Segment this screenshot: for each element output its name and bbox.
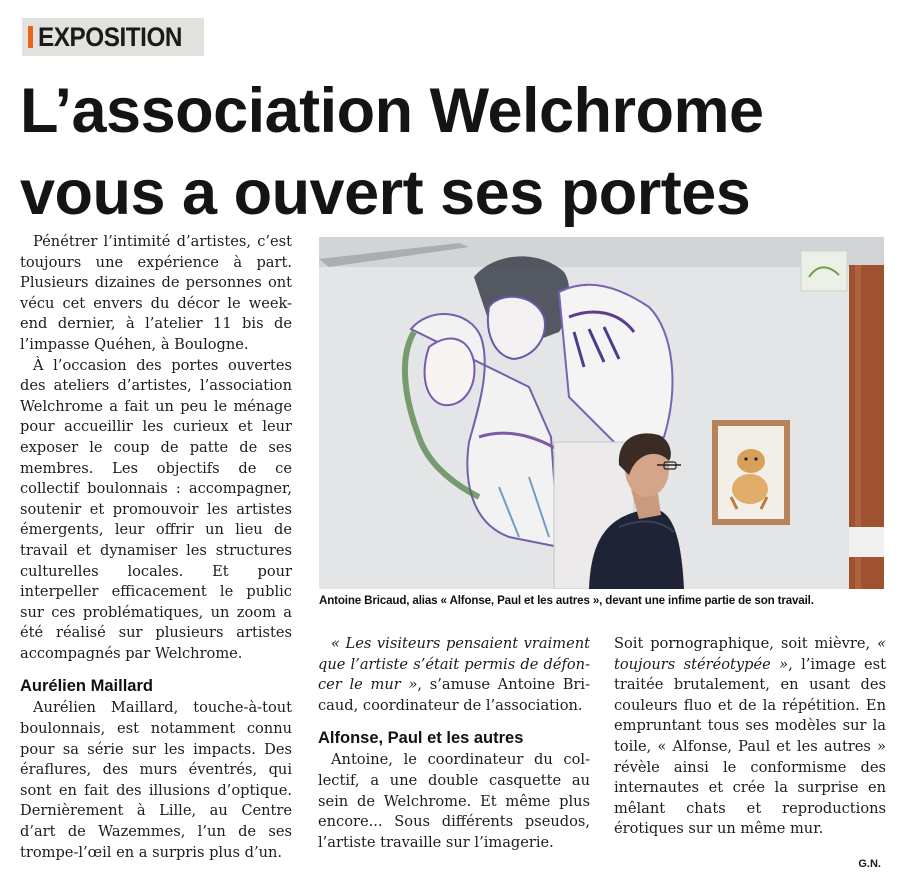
kicker-accent-bar: [28, 26, 33, 48]
imagerie-rest: , l’image est traitée brutalement, en usant des couleurs fluo et de la répétition. En empruntant tous ses modèles sur la toile, « Alfonse, Paul et les autres » révèle ainsi le conformisme des internautes et crée la surprise en mêlant chats et reproductions érotiques sur un même mur.: [614, 655, 887, 838]
quote-stereotypee: « toujours stéréotypée »: [614, 635, 886, 673]
paragraph-antoine: Antoine, le coordinateur du collectif, a une double casquette au sein de Welchrome. Et même plus encore... Sous différents pseudos, l’artiste travaille sur l’imagerie.: [318, 751, 590, 851]
article-column-3: [614, 634, 886, 840]
paragraph-quote: [318, 634, 590, 716]
section-kicker: [22, 18, 204, 56]
headline-line-2: vous a ouvert ses portes: [20, 158, 751, 228]
paragraph-aurelien: Aurélien Maillard, touche-à-tout boulonnais, est notamment connu pour sa série sur les impacts. Des éraflures, des murs éventrés, qui sont en fait des illusions d’optique. Dernièrement à Lille, au Centre d’art de Wazemmes, l’un de ses trompe-l’œil en a surpris plus d’un.: [20, 699, 292, 861]
subhead-alfonse: Alfonse, Paul et les autres: [318, 729, 524, 748]
kicker-label: EXPOSITION: [38, 21, 183, 52]
mural-photo-illustration: [319, 237, 884, 589]
article-column-2: [318, 634, 590, 853]
headline-line-1: L’association Welchrome: [20, 76, 764, 146]
quote-visiteurs: « Les visiteurs pensaient vraiment que l’artiste s’était permis de défoncer le mur »: [318, 635, 590, 694]
article-photo: [319, 237, 884, 589]
paragraph-intro: Pénétrer l’intimité d’artistes, c’est toujours une expérience à part. Plusieurs dizaines de personnes ont vécu cet envers du décor le week-end dernier, à l’atelier 11 bis de l’impasse Quéhen, à Boulogne.: [20, 233, 292, 353]
subhead-aurelien-maillard: Aurélien Maillard: [20, 677, 153, 696]
author-signature: G.N.: [858, 858, 881, 870]
quote-attribution: , s’amuse Antoine Bricaud, coordinateur de l’association.: [318, 676, 590, 714]
article-column-1: [20, 232, 292, 863]
paragraph-imagerie: [614, 634, 886, 840]
imagerie-lead: Soit pornographique, soit mièvre,: [614, 635, 878, 652]
paragraph-association: À l’occasion des portes ouvertes des ateliers d’artistes, l’association Welchrome a fait un peu le ménage pour accueillir les curieux et leur exposer le coup de patte de ses membres. Les objectifs de ce collectif boulonnais : accompagner, soutenir et promouvoir les artistes émergents, leur offrir un lieu de travail et dynamiser les structures culturelles locales. Et pour interpeller efficacement le public sur ces problématiques, un zoom a été réalisé sur plusieurs artistes accompagnés par Welchrome.: [20, 356, 292, 662]
photo-caption: Antoine Bricaud, alias « Alfonse, Paul et les autres », devant une infime partie de son travail.: [319, 594, 814, 607]
article-headline: [20, 70, 880, 234]
